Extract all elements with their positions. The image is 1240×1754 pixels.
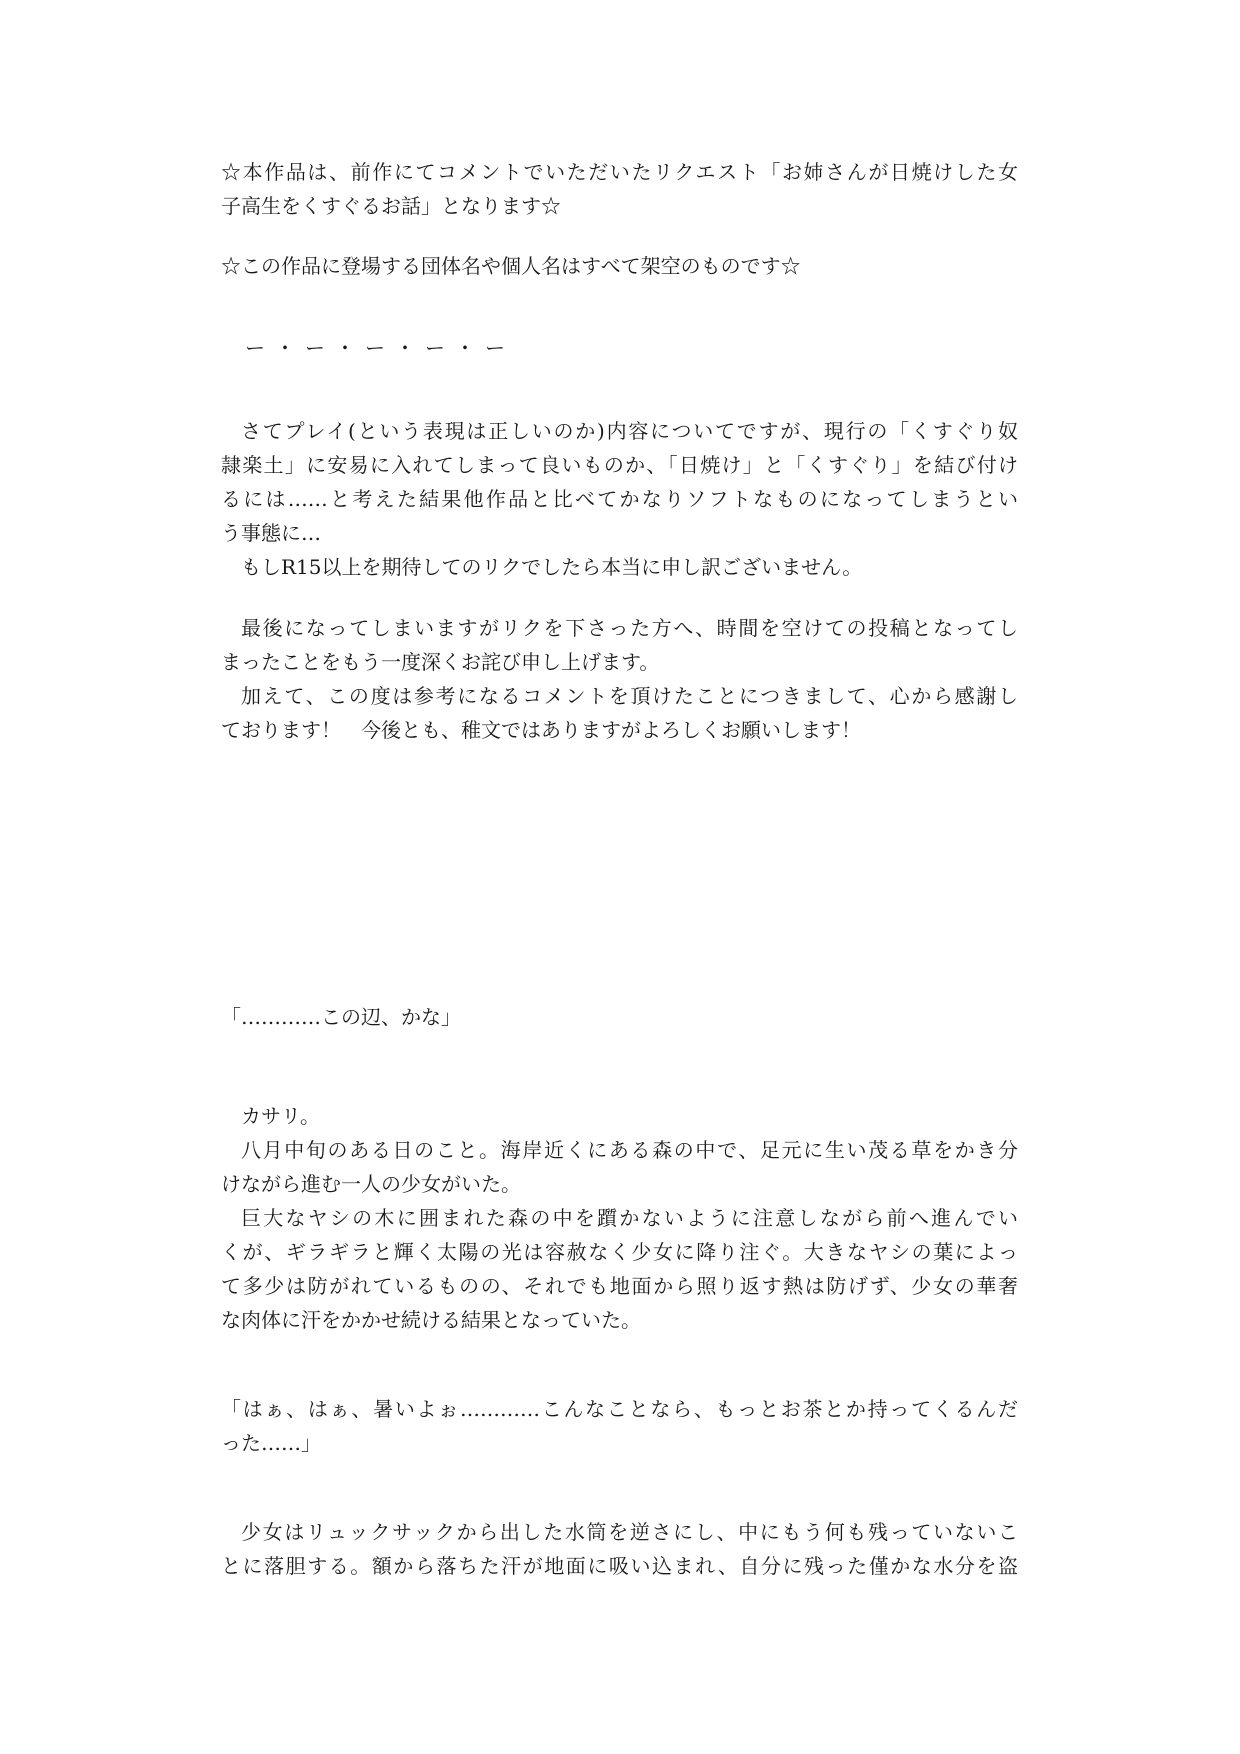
- disclaimer-note: ☆この作品に登場する団体名や個人名はすべて架空のものです☆: [221, 254, 801, 278]
- dialogue-line: 「…………この辺、かな」: [221, 1005, 461, 1029]
- story-line: 八月中旬のある日のこと。海岸近くにある森の中で、足元に生い茂る草をかき分: [241, 1138, 1018, 1162]
- dialogue-line: った……」: [221, 1431, 321, 1455]
- dialogue-line: 「はぁ、はぁ、暑いよぉ…………こんなことなら、もっとお茶とか持ってくるんだ: [221, 1397, 1018, 1421]
- story-line: くが、ギラギラと輝く太陽の光は容赦なく少女に降り注ぐ。大きなヤシの葉によっ: [221, 1240, 1018, 1264]
- afterword-line: 加えて、この度は参考になるコメントを頂けたことにつきまして、心から感謝し: [241, 684, 1018, 708]
- afterword-line: う事態に…: [221, 521, 321, 545]
- afterword-line: 隷楽土」に安易に入れてしまって良いものか、「日焼け」と「くすぐり」を結び付け: [221, 453, 1018, 477]
- afterword-line: まったことをもう一度深くお詫び申し上げます。: [221, 650, 660, 674]
- story-line: な肉体に汗をかかせ続ける結果となっていた。: [221, 1308, 641, 1332]
- section-separator: ー・ー・ー・ー・ー: [245, 336, 515, 360]
- afterword-line: ております！ 今後とも、稚文ではありますがよろしくお願いします！: [221, 718, 861, 742]
- afterword-line: さてプレイ(という表現は正しいのか)内容についてですが、現行の「くすぐり奴: [241, 419, 1018, 443]
- story-line: とに落胆する。額から落ちた汗が地面に吸い込まれ、自分に残った僅かな水分を盗: [221, 1554, 1018, 1578]
- story-line: て多少は防がれているものの、それでも地面から照り返す熱は防げず、少女の華奢: [221, 1274, 1018, 1298]
- story-line: けながら進む一人の少女がいた。: [221, 1172, 521, 1196]
- afterword-line: 最後になってしまいますがリクを下さった方へ、時間を空けての投稿となってし: [241, 616, 1018, 640]
- note-line: ☆本作品は、前作にてコメントでいただいたリクエスト「お姉さんが日焼けした女: [221, 160, 1018, 184]
- story-line: 少女はリュックサックから出した水筒を逆さにし、中にもう何も残っていないこ: [241, 1520, 1018, 1544]
- story-line: 巨大なヤシの木に囲まれた森の中を躓かないように注意しながら前へ進んでい: [241, 1206, 1018, 1230]
- afterword-line: るには……と考えた結果他作品と比べてかなりソフトなものになってしまうとい: [221, 487, 1018, 511]
- story-line: カサリ。: [241, 1104, 320, 1128]
- afterword-line: もしR15以上を期待してのリクでしたら本当に申し訳ございません。: [241, 555, 863, 579]
- note-line: 子高生をくすぐるお話」となります☆: [221, 194, 561, 218]
